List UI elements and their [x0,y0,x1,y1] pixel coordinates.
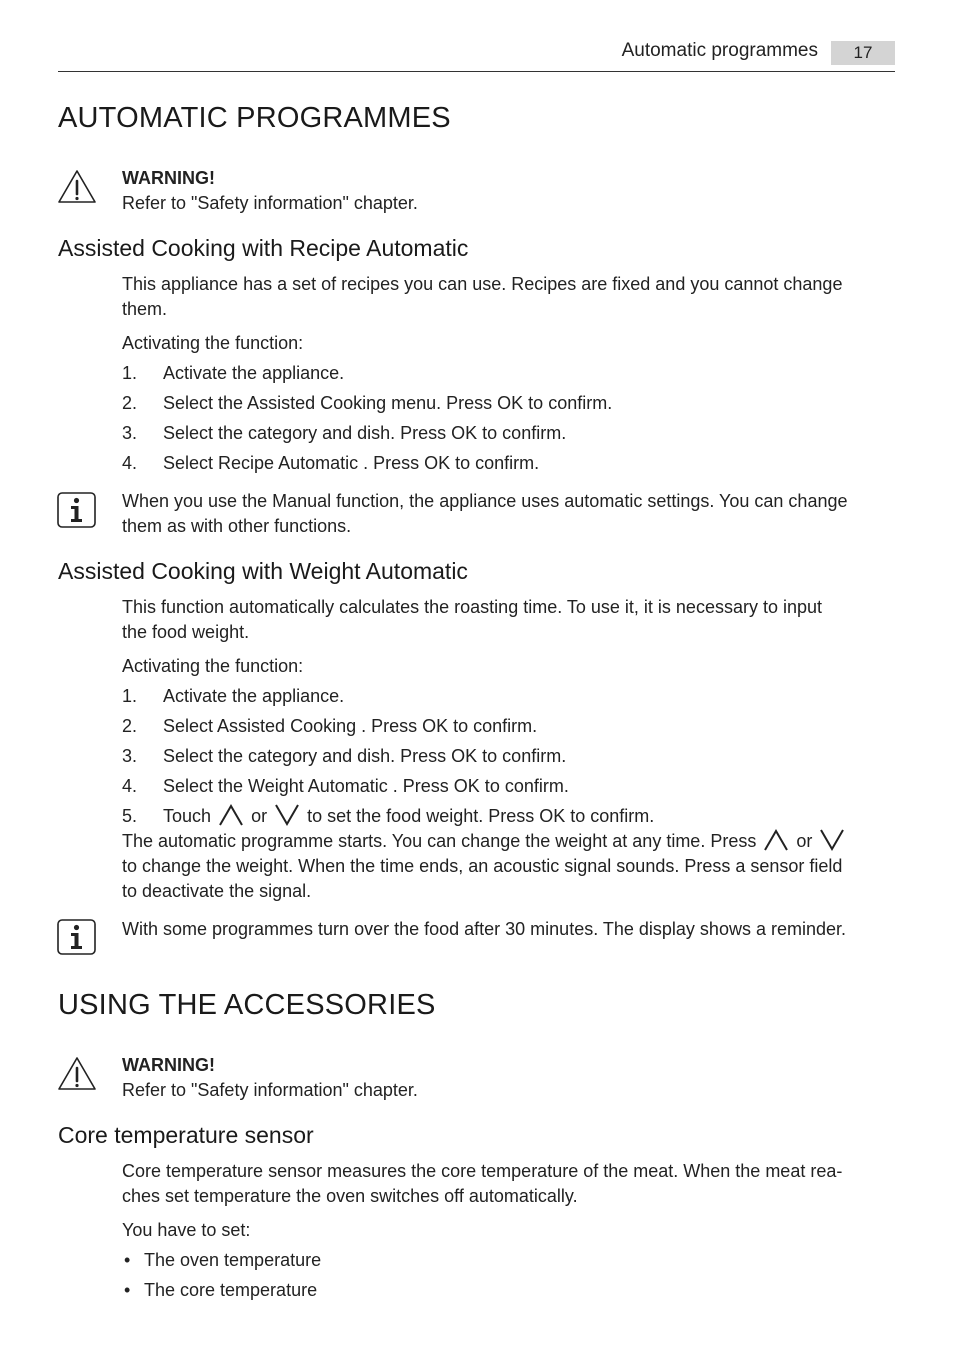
recipe-step-text: Select Recipe Automatic . Press OK to confirm. [163,453,540,473]
arrow-up-icon [218,804,244,826]
weight-step-number: 4. [122,776,138,796]
weight-step-number: 2. [122,716,138,736]
warning-text: Refer to "Safety information" chapter. [122,193,418,213]
weight-intro-line2: the food weight. [122,622,250,642]
subsection-title-core-temperature: Core temperature sensor [58,1122,314,1148]
bullet-dot: • [124,1280,131,1300]
bullet-item: The oven temperature [144,1250,322,1270]
weight-step-number: 3. [122,746,138,766]
header-rule [58,71,895,72]
section-title-using-accessories: USING THE ACCESSORIES [58,989,436,1021]
warning-triangle-icon [57,169,97,205]
section-title-automatic-programmes: AUTOMATIC PROGRAMMES [58,102,451,134]
weight-step-number: 5. [122,806,138,826]
weight-intro-line1: This function automatically calculates the roasting time. To use it, it is necessary to input [122,597,823,617]
arrow-up-icon [763,829,789,851]
warning-title: WARNING! [122,168,215,188]
warning-text: Refer to "Safety information" chapter. [122,1080,418,1100]
weight-step-text: Select Assisted Cooking . Press OK to confirm. [163,716,538,736]
recipe-step-text: Select the Assisted Cooking menu. Press OK to confirm. [163,393,613,413]
weight-step-text: Activate the appliance. [163,686,345,706]
arrow-down-icon [274,804,300,826]
weight-after-line2: to change the weight. When the time ends, an acoustic signal sounds. Press a sensor field [122,856,843,876]
recipe-intro-line1: This appliance has a set of recipes you can use. Recipes are fixed and you cannot change [122,274,843,294]
page-number: 17 [831,41,895,65]
weight-step5-before: Touch [163,806,212,826]
recipe-step-number: 3. [122,423,138,443]
weight-step5 [163,804,654,829]
weight-step-text: Select the category and dish. Press OK to confirm. [163,746,567,766]
bullet-dot: • [124,1250,131,1270]
recipe-info-line1: When you use the Manual function, the appliance uses automatic settings. You can change [122,491,848,511]
weight-step5-or: or [251,806,268,826]
info-icon [57,492,96,528]
weight-step-text: Select the Weight Automatic . Press OK to confirm. [163,776,569,796]
core-you-have-label: You have to set: [122,1220,251,1240]
info-icon [57,919,96,955]
weight-activating-label: Activating the function: [122,656,304,676]
weight-info-text: With some programmes turn over the food after 30 minutes. The display shows a reminder. [122,919,846,939]
warning-triangle-icon [57,1056,97,1092]
arrow-down-icon [819,829,845,851]
recipe-step-text: Select the category and dish. Press OK to confirm. [163,423,567,443]
recipe-step-text: Activate the appliance. [163,363,345,383]
recipe-step-number: 2. [122,393,138,413]
subsection-title-weight-automatic: Assisted Cooking with Weight Automatic [58,558,468,584]
recipe-info-line2: them as with other functions. [122,516,352,536]
recipe-activating-label: Activating the function: [122,333,304,353]
subsection-title-recipe-automatic: Assisted Cooking with Recipe Automatic [58,235,469,261]
recipe-step-number: 4. [122,453,138,473]
weight-step-number: 1. [122,686,138,706]
weight-step5-after: to set the food weight. Press OK to confirm. [307,806,655,826]
core-line1: Core temperature sensor measures the core temperature of the meat. When the meat rea- [122,1161,843,1181]
core-line2: ches set temperature the oven switches off automatically. [122,1186,578,1206]
bullet-item: The core temperature [144,1280,318,1300]
running-header-title: Automatic programmes [621,40,818,61]
warning-title: WARNING! [122,1055,215,1075]
weight-after-line3: to deactivate the signal. [122,881,312,901]
recipe-step-number: 1. [122,363,138,383]
weight-after-line1-text: The automatic programme starts. You can change the weight at any time. Press [122,831,757,851]
weight-after-line1-or: or [796,831,813,851]
weight-after-line1 [122,829,847,854]
recipe-intro-line2: them. [122,299,168,319]
